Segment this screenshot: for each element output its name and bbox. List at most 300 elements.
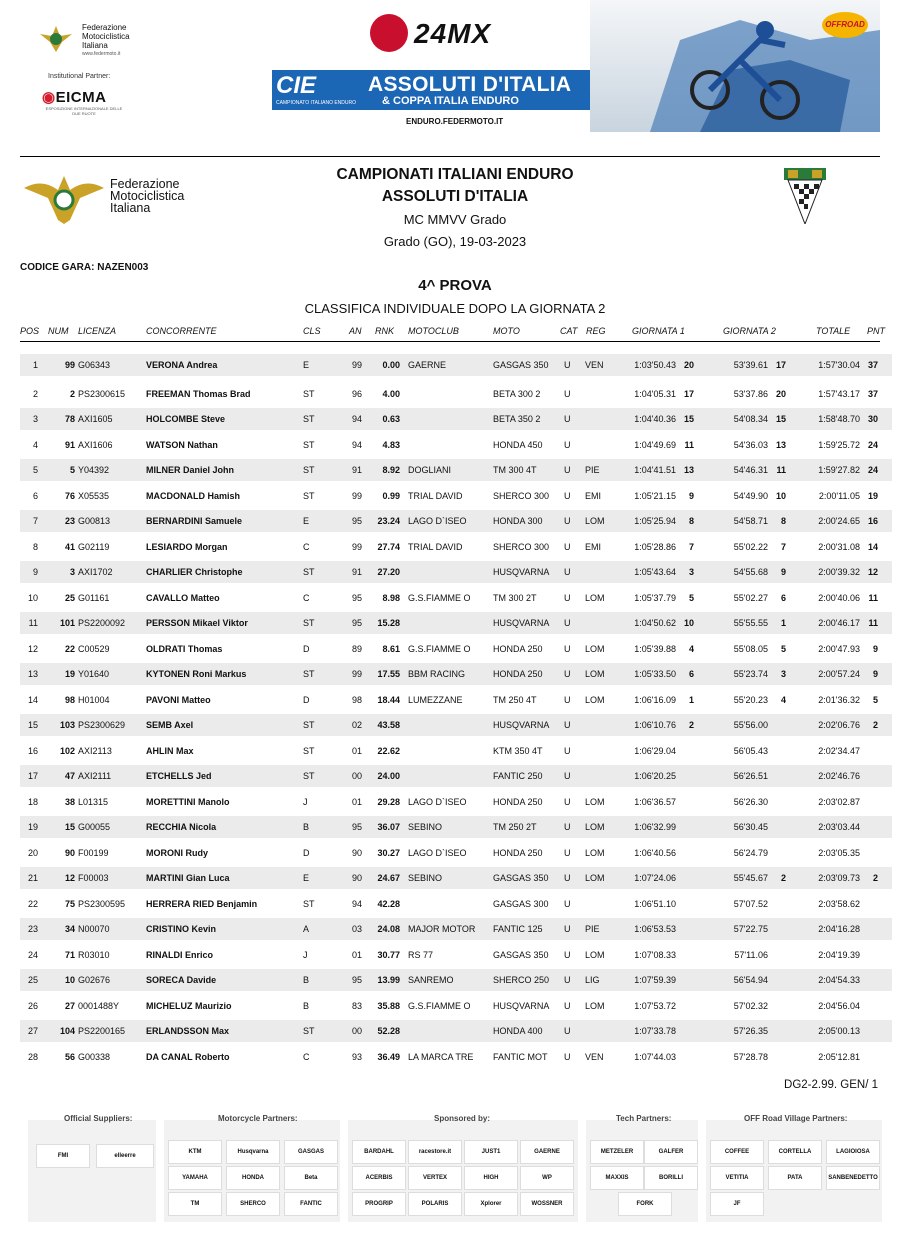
cell-pos: 5 [32, 465, 38, 475]
cell-name: PERSSON Mikael Viktor [146, 618, 248, 628]
table-row [20, 663, 892, 685]
cell-cat: U [564, 389, 571, 399]
cell-p1: 8 [688, 516, 694, 526]
cell-an: 91 [351, 567, 362, 577]
table-row [20, 969, 892, 991]
cell-cls: ST [303, 491, 315, 501]
cell-g2: 54'46.31 [733, 465, 768, 475]
cell-g1: 1:06'32.99 [634, 822, 676, 832]
cell-name: CAVALLO Matteo [146, 593, 220, 603]
cell-num: 90 [64, 848, 75, 858]
cell-cls: ST [303, 899, 315, 909]
cell-pos: 20 [27, 848, 38, 858]
fmi-small-text: Federazione Motociclistica Italiana [82, 23, 130, 50]
cell-name: LESIARDO Morgan [146, 542, 228, 552]
cell-num: 10 [64, 975, 75, 985]
sponsor-logo: BARDAHL [352, 1140, 406, 1164]
cell-rnk: 24.00 [377, 771, 400, 781]
sponsor-logo: ACERBIS [352, 1166, 406, 1190]
cell-g1: 1:06'53.53 [634, 924, 676, 934]
table-row [20, 714, 892, 736]
cell-g2: 57'26.35 [733, 1026, 768, 1036]
cell-cat: U [564, 360, 571, 370]
cell-an: 94 [351, 899, 362, 909]
cell-pos: 3 [32, 414, 38, 424]
cell-tot: 1:57'30.04 [818, 360, 860, 370]
col-concorrente: CONCORRENTE [146, 326, 217, 336]
fmi-url: www.federmoto.it [82, 51, 121, 57]
sponsor-logo: JUST1 [464, 1140, 518, 1164]
eicma-mark-icon: ◉ [42, 89, 56, 106]
cell-tot: 2:03'03.44 [818, 822, 860, 832]
cell-cat: U [564, 593, 571, 603]
table-row [20, 638, 892, 660]
cell-num: 102 [59, 746, 75, 756]
eicma-logo [42, 88, 106, 106]
sponsored-by-label: Sponsored by: [434, 1114, 491, 1123]
cell-cls: ST [303, 1026, 315, 1036]
cell-reg: PIE [585, 924, 600, 934]
cell-name: CRISTINO Kevin [146, 924, 217, 934]
cell-name: MORETTINI Manolo [146, 797, 230, 807]
cell-rnk: 15.28 [377, 618, 400, 628]
cell-g1: 1:06'29.04 [634, 746, 676, 756]
cell-an: 00 [351, 771, 362, 781]
cell-tot: 2:00'24.65 [818, 516, 860, 526]
table-row [20, 816, 892, 838]
cell-g1: 1:07'33.78 [634, 1026, 676, 1036]
cell-an: 02 [351, 720, 362, 730]
table-row [20, 434, 892, 456]
24mx-logo [370, 14, 530, 54]
sponsor-logo: GAERNE [520, 1140, 574, 1164]
col-an: AN [349, 326, 362, 336]
cell-pnt: 30 [867, 414, 878, 424]
cell-moto: SHERCO 300 [493, 491, 550, 501]
cell-reg: EMI [585, 542, 602, 552]
cell-cat: U [564, 695, 571, 705]
sponsor-logo: FANTIC [284, 1192, 338, 1216]
cell-reg: EMI [585, 491, 602, 501]
cell-num: 56 [64, 1052, 75, 1062]
institutional-partner-label: Institutional Partner: [48, 73, 111, 80]
table-row [20, 510, 892, 532]
cell-num: 3 [69, 567, 75, 577]
cell-rnk: 29.28 [377, 797, 400, 807]
cell-rnk: 13.99 [377, 975, 400, 985]
cell-g1: 1:05'21.15 [634, 491, 676, 501]
official-suppliers-group [28, 1120, 156, 1222]
cell-pnt: 37 [867, 389, 878, 399]
cell-p1: 9 [688, 491, 694, 501]
cell-cls: ST [303, 567, 315, 577]
cell-num: 99 [64, 360, 75, 370]
cell-cat: U [564, 1026, 571, 1036]
cell-an: 96 [351, 389, 362, 399]
cell-lic: PS2300595 [78, 899, 126, 909]
cell-tot: 2:00'46.17 [818, 618, 860, 628]
cell-cat: U [564, 848, 571, 858]
cell-g1: 1:06'16.09 [634, 695, 676, 705]
cell-moto: FANTIC MOT [493, 1052, 548, 1062]
cell-cls: C [303, 593, 310, 603]
cell-num: 98 [64, 695, 75, 705]
tech-partners-label: Tech Partners: [616, 1114, 672, 1123]
cell-num: 5 [69, 465, 75, 475]
cell-an: 95 [351, 593, 362, 603]
col-pnt: PNT [867, 326, 885, 336]
cell-an: 93 [351, 1052, 362, 1062]
table-header-rule [20, 341, 880, 342]
cell-club: RS 77 [408, 950, 434, 960]
coppa-subtitle: & COPPA ITALIA ENDURO [382, 95, 519, 107]
cell-moto: HONDA 450 [493, 440, 543, 450]
cell-num: 22 [64, 644, 75, 654]
cell-club: SANREMO [408, 975, 454, 985]
cell-club: G.S.FIAMME O [408, 593, 471, 603]
cell-rnk: 27.20 [377, 567, 400, 577]
cell-lic: G02119 [78, 542, 110, 552]
cell-num: 19 [64, 669, 75, 679]
cell-an: 03 [351, 924, 362, 934]
cell-moto: GASGAS 350 [493, 360, 549, 370]
cell-cls: ST [303, 414, 315, 424]
cell-cls: E [303, 516, 310, 526]
fmi-wings-emblem-icon [22, 168, 106, 228]
cell-g2: 55'02.22 [733, 542, 768, 552]
cell-reg: PIE [585, 465, 600, 475]
cell-lic: AXI2111 [78, 771, 112, 781]
table-row [20, 740, 892, 762]
cell-an: 91 [351, 465, 362, 475]
cell-name: MILNER Daniel John [146, 465, 235, 475]
cell-moto: BETA 350 2 [493, 414, 541, 424]
sponsor-logo: TM [168, 1192, 222, 1216]
cell-tot: 2:04'56.04 [818, 1001, 860, 1011]
fmi-logo-large [22, 168, 222, 228]
cell-moto: HUSQVARNA [493, 720, 550, 730]
cell-cls: ST [303, 389, 315, 399]
cell-g2: 57'11.06 [734, 950, 768, 960]
cell-reg: LOM [585, 644, 605, 654]
cell-pnt: 24 [867, 465, 878, 475]
cell-pos: 23 [27, 924, 38, 934]
sponsor-logo: CORTELLA [768, 1140, 822, 1164]
cell-p1: 10 [683, 618, 694, 628]
cell-moto: HUSQVARNA [493, 567, 550, 577]
cell-lic: F00199 [78, 848, 109, 858]
24mx-mask-icon [370, 14, 408, 52]
col-giornata2: GIORNATA 2 [723, 326, 776, 336]
doc-club: MC MMVV Grado [403, 212, 507, 227]
cell-cat: U [564, 440, 571, 450]
cell-tot: 2:02'46.76 [818, 771, 860, 781]
table-row [20, 995, 892, 1017]
cell-g2: 56'26.30 [733, 797, 768, 807]
cell-moto: HUSQVARNA [493, 618, 550, 628]
cell-moto: FANTIC 125 [493, 924, 543, 934]
cell-tot: 2:01'36.32 [818, 695, 860, 705]
cell-rnk: 24.67 [377, 873, 400, 883]
cell-p2: 6 [780, 593, 786, 603]
cell-pnt: 24 [867, 440, 878, 450]
cell-lic: C00529 [78, 644, 110, 654]
event-banner [0, 0, 900, 140]
cell-lic: L01315 [78, 797, 109, 807]
cell-an: 94 [351, 440, 362, 450]
cell-tot: 2:02'06.76 [818, 720, 860, 730]
cell-cls: ST [303, 440, 315, 450]
cell-reg: LOM [585, 1001, 605, 1011]
official-suppliers-label: Official Suppliers: [64, 1114, 133, 1123]
cell-g2: 55'56.00 [733, 720, 768, 730]
cell-p2: 7 [780, 542, 786, 552]
cell-p2: 13 [775, 440, 786, 450]
cell-p2: 15 [775, 414, 786, 424]
cell-pnt: 9 [872, 669, 878, 679]
eicma-subtitle: ESPOSIZIONE INTERNAZIONALE DELLE DUE RUOTE [45, 106, 123, 116]
cell-club: G.S.FIAMME O [408, 644, 471, 654]
cell-lic: G00338 [78, 1052, 111, 1062]
cell-g2: 56'26.51 [733, 771, 768, 781]
cell-reg: LOM [585, 822, 605, 832]
cell-cls: ST [303, 746, 315, 756]
cell-p2: 20 [775, 389, 786, 399]
sponsor-logo: FMI [36, 1144, 90, 1168]
cell-tot: 1:59'25.72 [818, 440, 860, 450]
cell-pos: 18 [27, 797, 38, 807]
cell-lic: AXI1702 [78, 567, 113, 577]
table-row [20, 893, 892, 915]
cell-club: TRIAL DAVID [408, 542, 463, 552]
cell-g1: 1:07'44.03 [634, 1052, 676, 1062]
cell-p2: 9 [780, 567, 786, 577]
cell-tot: 2:03'05.35 [818, 848, 860, 858]
cell-cat: U [564, 975, 571, 985]
doc-title-line1: CAMPIONATI ITALIANI ENDURO [336, 166, 574, 183]
cell-pos: 2 [32, 389, 38, 399]
cell-num: 12 [64, 873, 75, 883]
cell-g2: 53'39.61 [733, 360, 768, 370]
cell-g1: 1:03'50.43 [634, 360, 676, 370]
cell-g2: 54'58.71 [733, 516, 768, 526]
cell-moto: FANTIC 250 [493, 771, 543, 781]
cell-tot: 2:05'12.81 [818, 1052, 860, 1062]
cell-cls: C [303, 542, 310, 552]
cell-moto: SHERCO 250 [493, 975, 550, 985]
cell-g1: 1:06'36.57 [634, 797, 676, 807]
cell-an: 99 [351, 542, 362, 552]
cell-reg: LOM [585, 695, 605, 705]
cell-tot: 2:03'09.73 [818, 873, 860, 883]
cell-cat: U [564, 797, 571, 807]
col-rnk: RNK [375, 326, 395, 336]
cell-an: 90 [351, 873, 362, 883]
cell-rnk: 22.62 [377, 746, 400, 756]
cell-name: AHLIN Max [146, 746, 194, 756]
cell-pos: 6 [32, 491, 38, 501]
cell-g2: 55'08.05 [733, 644, 768, 654]
cell-cat: U [564, 1001, 571, 1011]
cell-pos: 1 [32, 360, 38, 370]
cell-pos: 27 [27, 1026, 38, 1036]
cell-p1: 6 [688, 669, 694, 679]
cell-g2: 57'22.75 [733, 924, 768, 934]
cell-num: 15 [64, 822, 75, 832]
cell-reg: LOM [585, 593, 605, 603]
cell-club: SEBINO [408, 873, 443, 883]
cell-name: RINALDI Enrico [146, 950, 214, 960]
table-row [20, 842, 892, 864]
cell-g2: 56'05.43 [733, 746, 768, 756]
cie-logo: CIE [276, 72, 317, 99]
cell-g2: 55'20.23 [733, 695, 768, 705]
cell-name: SEMB Axel [146, 720, 194, 730]
cell-an: 01 [351, 950, 362, 960]
cell-num: 23 [64, 516, 75, 526]
cell-rnk: 23.24 [377, 516, 400, 526]
cell-cls: ST [303, 618, 315, 628]
cell-pnt: 2 [872, 873, 878, 883]
cell-g1: 1:07'24.06 [634, 873, 676, 883]
cell-num: 101 [59, 618, 75, 628]
cell-g1: 1:05'28.86 [634, 542, 676, 552]
checkered-flag-emblem-icon [784, 168, 826, 224]
cell-an: 89 [351, 644, 362, 654]
cell-lic: PS2300615 [78, 389, 126, 399]
cell-cls: ST [303, 720, 315, 730]
sponsor-logo: WOSSNER [520, 1192, 574, 1216]
cell-cat: U [564, 542, 571, 552]
cell-moto: TM 300 2T [493, 593, 537, 603]
cell-club: DOGLIANI [408, 465, 452, 475]
cell-an: 90 [351, 848, 362, 858]
cell-moto: TM 250 2T [493, 822, 537, 832]
sponsor-logo: BORILLI [644, 1166, 698, 1190]
cell-cat: U [564, 516, 571, 526]
eicma-text: EICMA [55, 89, 107, 106]
cell-cls: D [303, 644, 310, 654]
cell-g2: 57'07.52 [733, 899, 768, 909]
cell-lic: G02676 [78, 975, 111, 985]
sponsor-logo: racestore.it [408, 1140, 462, 1164]
cell-p1: 17 [683, 389, 694, 399]
cell-club: LAGO D`ISEO [408, 516, 467, 526]
cell-p2: 8 [780, 516, 786, 526]
cell-an: 99 [351, 360, 362, 370]
cell-pnt: 9 [872, 644, 878, 654]
sponsor-logo: Beta [284, 1166, 338, 1190]
cell-lic: PS2200165 [78, 1026, 126, 1036]
cell-name: FREEMAN Thomas Brad [146, 389, 251, 399]
table-row [20, 612, 892, 634]
col-giornata1: GIORNATA 1 [632, 326, 685, 336]
cell-num: 25 [64, 593, 75, 603]
cell-name: KYTONEN Roni Markus [146, 669, 247, 679]
cell-rnk: 43.58 [377, 720, 400, 730]
cell-num: 27 [64, 1001, 75, 1011]
cell-an: 94 [351, 414, 362, 424]
cell-g2: 54'08.34 [733, 414, 768, 424]
cell-cls: D [303, 848, 310, 858]
enduro-url: ENDURO.FEDERMOTO.IT [406, 117, 504, 126]
cie-subtitle: CAMPIONATO ITALIANO ENDURO [276, 100, 357, 106]
cell-an: 98 [351, 695, 362, 705]
table-row [20, 689, 892, 711]
cell-lic: G06343 [78, 360, 111, 370]
cell-lic: G00055 [78, 822, 111, 832]
cell-p1: 11 [684, 440, 694, 450]
cell-g1: 1:04'50.62 [634, 618, 676, 628]
table-row [20, 459, 892, 481]
cell-cls: ST [303, 771, 315, 781]
sponsor-logo: KTM [168, 1140, 222, 1164]
cell-rnk: 0.00 [382, 360, 400, 370]
sponsor-logo: Husqvarna [226, 1140, 280, 1164]
table-row [20, 944, 892, 966]
doc-location-date: Grado (GO), 19-03-2023 [383, 234, 527, 249]
cell-moto: KTM 350 4T [493, 746, 543, 756]
cell-cls: B [303, 1001, 310, 1011]
cell-g1: 1:06'40.56 [634, 848, 676, 858]
cell-pos: 12 [27, 644, 38, 654]
cell-lic: 0001488Y [78, 1001, 120, 1011]
cell-g1: 1:04'49.69 [634, 440, 676, 450]
cell-p2: 17 [775, 360, 786, 370]
cell-num: 38 [64, 797, 75, 807]
sponsor-logo: PROGRIP [352, 1192, 406, 1216]
cell-pos: 16 [27, 746, 38, 756]
cell-g1: 1:05'39.88 [634, 644, 676, 654]
sponsor-logo: HONDA [226, 1166, 280, 1190]
cell-p2: 2 [780, 873, 786, 883]
cell-lic: PS2200092 [78, 618, 126, 628]
cell-cat: U [564, 567, 571, 577]
document-code: DG2-2.99. GEN/ 1 [784, 1079, 878, 1091]
sponsor-logo: HIGH [464, 1166, 518, 1190]
assoluti-title-box [272, 70, 590, 110]
cell-tot: 2:04'19.39 [818, 950, 860, 960]
cell-rnk: 0.99 [382, 491, 400, 501]
cell-rnk: 36.07 [377, 822, 400, 832]
cell-an: 01 [351, 746, 362, 756]
table-row [20, 485, 892, 507]
cell-g2: 56'24.79 [733, 848, 768, 858]
cell-moto: TM 300 4T [493, 465, 537, 475]
cell-pnt: 2 [872, 720, 878, 730]
fmi-large-text: Federazione Motociclistica Italiana [110, 177, 185, 215]
24mx-wordmark: 24MX [414, 18, 492, 49]
cell-cat: U [564, 669, 571, 679]
cell-pnt: 14 [867, 542, 878, 552]
sponsor-logo: GASGAS [284, 1140, 338, 1164]
col-pos: POS [20, 326, 40, 336]
sponsor-logo: POLARIS [408, 1192, 462, 1216]
cell-cls: ST [303, 669, 315, 679]
sponsor-logo: YAMAHA [168, 1166, 222, 1190]
cell-lic: Y01640 [78, 669, 110, 679]
col-licenza: LICENZA [78, 326, 117, 336]
cell-g2: 55'55.55 [733, 618, 768, 628]
motorcycle-partners-label: Motorcycle Partners: [218, 1114, 298, 1123]
cell-reg: LOM [585, 873, 605, 883]
cell-rnk: 27.74 [377, 542, 400, 552]
cell-tot: 2:00'31.08 [818, 542, 860, 552]
cell-pnt: 11 [868, 593, 878, 603]
table-row [20, 765, 892, 787]
cell-num: 71 [64, 950, 75, 960]
cell-pos: 24 [27, 950, 38, 960]
